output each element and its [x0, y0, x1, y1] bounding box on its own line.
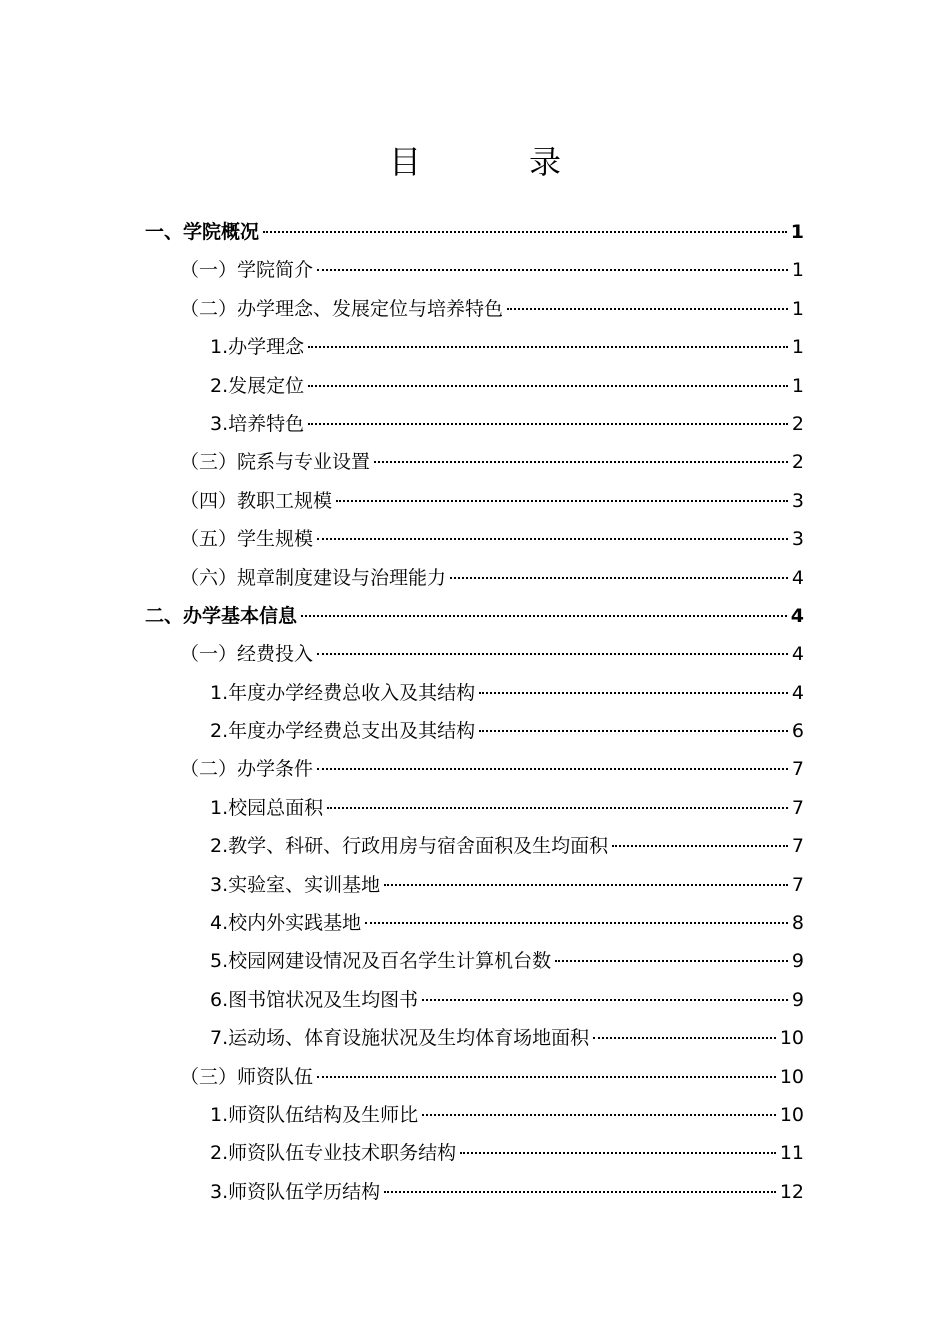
toc-dot-leader [450, 577, 788, 579]
toc-entry-label: 1.年度办学经费总收入及其结构 [210, 681, 476, 704]
toc-dot-leader [422, 999, 788, 1001]
toc-page-number: 1 [791, 336, 804, 359]
toc-page-number: 2 [791, 451, 804, 474]
toc-entry-label: 3.实验室、实训基地 [210, 873, 381, 896]
toc-dot-leader [301, 615, 787, 617]
toc-entry[interactable] [0, 597, 950, 635]
toc-entry[interactable] [0, 213, 950, 251]
toc-entry[interactable] [0, 290, 950, 328]
toc-dot-leader [479, 692, 788, 694]
toc-entry-label: 2.师资队伍专业技术职务结构 [210, 1142, 457, 1165]
toc-entry[interactable] [0, 443, 950, 481]
toc-entry[interactable] [0, 827, 950, 865]
toc-dot-leader [317, 1076, 776, 1078]
toc-entry[interactable] [0, 520, 950, 558]
toc-entry-label: 5.校园网建设情况及百名学生计算机台数 [210, 950, 552, 973]
toc-page-number: 7 [791, 873, 804, 896]
toc-entry-label: （一）经费投入 [180, 643, 314, 666]
toc-entry-label: 2.年度办学经费总支出及其结构 [210, 720, 476, 743]
toc-dot-leader [460, 1152, 776, 1154]
page-title: 目 录 [388, 143, 599, 181]
toc-entry[interactable] [0, 405, 950, 443]
toc-dot-leader [308, 346, 788, 348]
table-of-contents [0, 213, 950, 1211]
toc-entry[interactable] [0, 328, 950, 366]
toc-page-number: 9 [791, 950, 804, 973]
toc-dot-leader [365, 922, 788, 924]
toc-dot-leader [479, 730, 788, 732]
toc-page-number: 1 [791, 297, 804, 320]
toc-entry[interactable] [0, 674, 950, 712]
toc-entry-label: （四）教职工规模 [180, 489, 333, 512]
toc-page-number: 1 [791, 374, 804, 397]
toc-page-number: 12 [779, 1180, 804, 1203]
toc-entry-label: 一、学院概况 [145, 221, 260, 243]
toc-page-number: 3 [791, 528, 804, 551]
toc-dot-leader [336, 500, 788, 502]
toc-entry[interactable] [0, 367, 950, 405]
toc-entry-label: 2.教学、科研、行政用房与宿舍面积及生均面积 [210, 835, 609, 858]
toc-page-number: 10 [779, 1065, 804, 1088]
toc-dot-leader [384, 884, 788, 886]
toc-entry[interactable] [0, 942, 950, 980]
toc-entry-label: 3.培养特色 [210, 412, 305, 435]
toc-dot-leader [317, 538, 788, 540]
toc-entry-label: 4.校内外实践基地 [210, 912, 362, 935]
toc-page-number: 4 [791, 643, 804, 666]
toc-dot-leader [317, 269, 788, 271]
toc-dot-leader [317, 768, 788, 770]
toc-page-number: 4 [791, 681, 804, 704]
toc-dot-leader [327, 807, 788, 809]
toc-page-number: 1 [790, 221, 804, 243]
toc-entry[interactable] [0, 1173, 950, 1211]
toc-dot-leader [384, 1191, 776, 1193]
toc-entry[interactable] [0, 635, 950, 673]
toc-dot-leader [612, 845, 788, 847]
toc-entry-label: 6.图书馆状况及生均图书 [210, 988, 419, 1011]
toc-dot-leader [555, 960, 788, 962]
toc-page-number: 9 [791, 988, 804, 1011]
toc-entry[interactable] [0, 789, 950, 827]
toc-entry[interactable] [0, 750, 950, 788]
toc-entry-label: （一）学院简介 [180, 259, 314, 282]
toc-page-number: 8 [791, 912, 804, 935]
toc-page-number: 4 [790, 604, 804, 627]
toc-page-number: 7 [791, 796, 804, 819]
toc-dot-leader [507, 308, 788, 310]
toc-page-number: 4 [791, 566, 804, 589]
toc-entry[interactable] [0, 904, 950, 942]
toc-page-number: 10 [779, 1027, 804, 1050]
toc-dot-leader [374, 461, 788, 463]
toc-entry-label: 二、办学基本信息 [145, 604, 298, 627]
toc-entry-label: 3.师资队伍学历结构 [210, 1180, 381, 1203]
toc-page-number: 6 [791, 720, 804, 743]
toc-page-number: 1 [791, 259, 804, 282]
toc-entry[interactable] [0, 1019, 950, 1057]
toc-entry-label: （六）规章制度建设与治理能力 [180, 566, 447, 589]
toc-dot-leader [317, 653, 788, 655]
toc-page-number: 11 [779, 1142, 804, 1165]
toc-entry-label: 1.校园总面积 [210, 796, 324, 819]
toc-entry-label: （三）师资队伍 [180, 1065, 314, 1088]
toc-dot-leader [593, 1037, 776, 1039]
toc-entry-label: （三）院系与专业设置 [180, 451, 371, 474]
toc-entry-label: 1.办学理念 [210, 336, 305, 359]
toc-page-number: 10 [779, 1103, 804, 1126]
toc-page-number: 7 [791, 835, 804, 858]
toc-entry-label: 1.师资队伍结构及生师比 [210, 1103, 419, 1126]
toc-dot-leader [308, 423, 788, 425]
toc-entry[interactable] [0, 559, 950, 597]
toc-entry-label: （二）办学条件 [180, 758, 314, 781]
toc-page-number: 7 [791, 758, 804, 781]
toc-entry-label: 2.发展定位 [210, 374, 305, 397]
toc-entry-label: 7.运动场、体育设施状况及生均体育场地面积 [210, 1027, 590, 1050]
toc-entry[interactable] [0, 712, 950, 750]
toc-entry[interactable] [0, 482, 950, 520]
toc-dot-leader [308, 385, 788, 387]
toc-dot-leader [263, 231, 787, 233]
toc-page-number: 2 [791, 412, 804, 435]
toc-entry[interactable] [0, 1134, 950, 1172]
toc-entry-label: （五）学生规模 [180, 528, 314, 551]
toc-dot-leader [422, 1114, 776, 1116]
toc-entry-label: （二）办学理念、发展定位与培养特色 [180, 297, 504, 320]
toc-entry[interactable] [0, 1058, 950, 1096]
toc-page-number: 3 [791, 489, 804, 512]
toc-entry[interactable] [0, 251, 950, 289]
toc-entry[interactable] [0, 981, 950, 1019]
toc-entry[interactable] [0, 866, 950, 904]
toc-entry[interactable] [0, 1096, 950, 1134]
